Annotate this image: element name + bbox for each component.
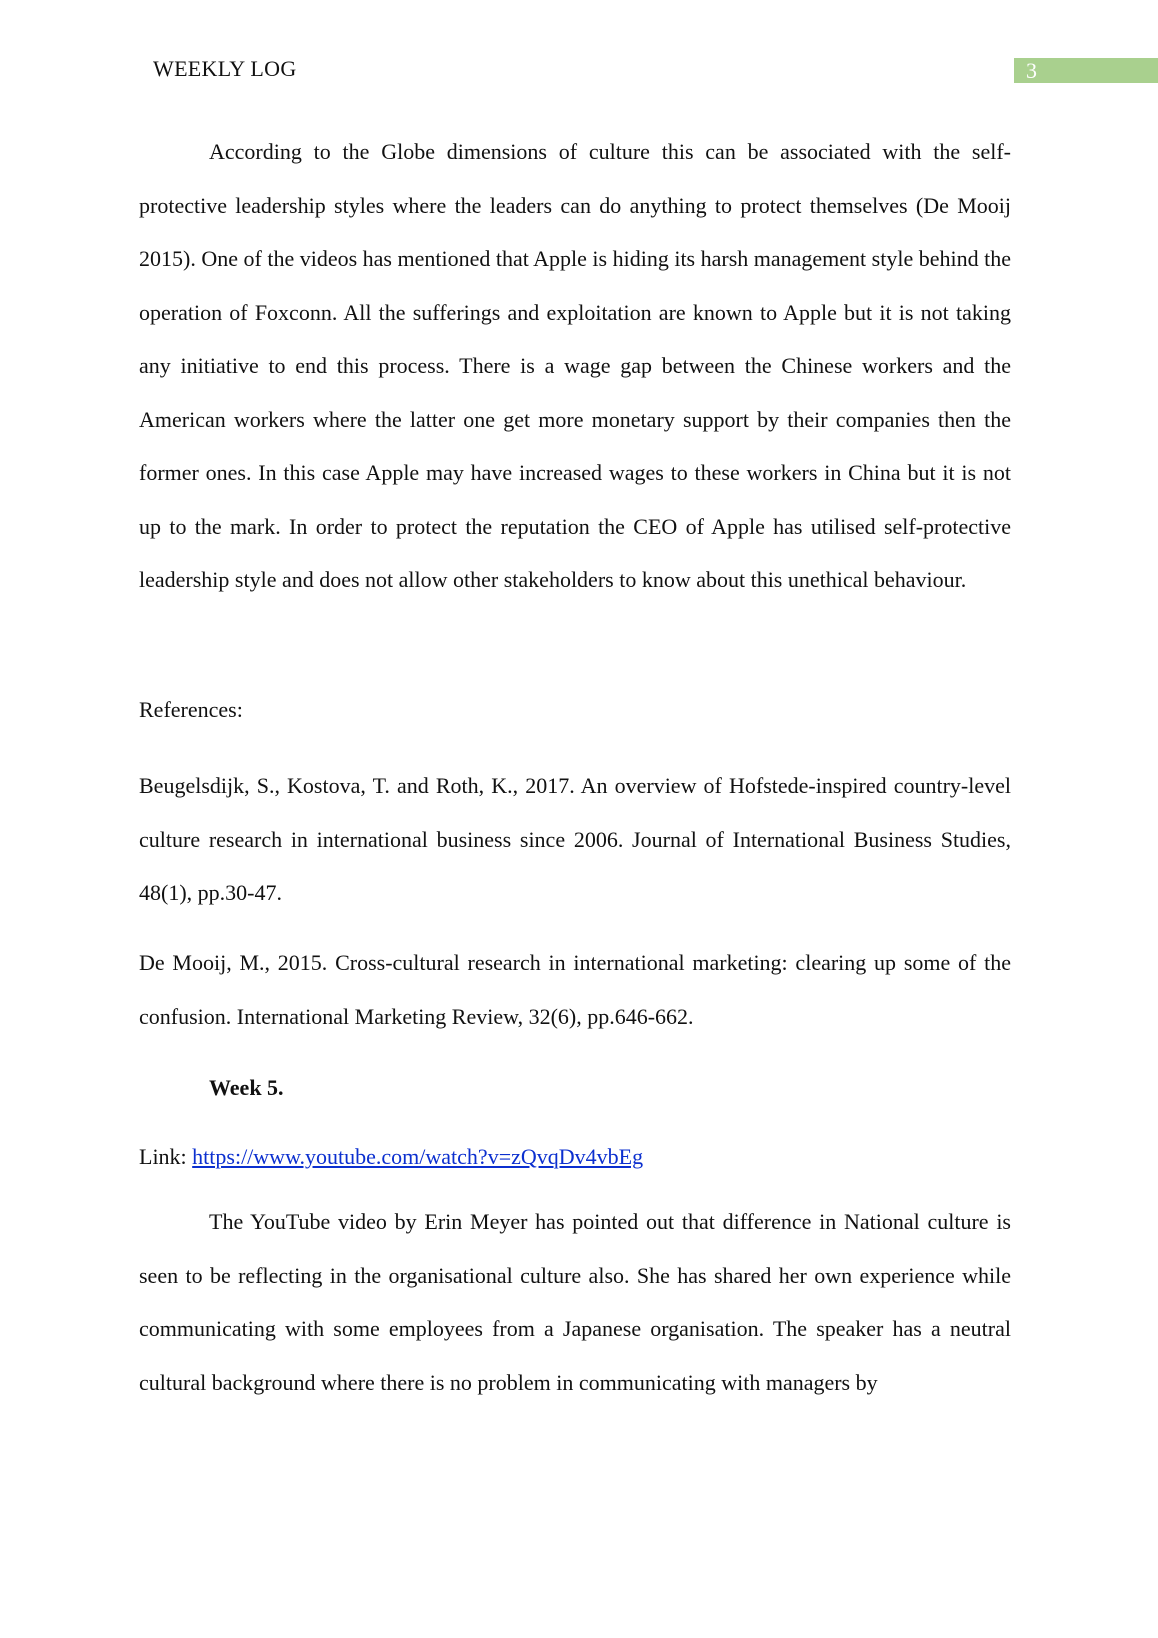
- references-heading: References:: [139, 697, 243, 722]
- link-label: Link:: [139, 1144, 193, 1169]
- week-heading: Week 5.: [209, 1075, 284, 1100]
- header-title: WEEKLY LOG: [153, 56, 297, 81]
- youtube-link[interactable]: https://www.youtube.com/watch?v=zQvqDv4vbEg: [192, 1144, 644, 1169]
- link-line: [139, 1141, 1011, 1173]
- body-paragraph-1: According to the Globe dimensions of culture this can be associated with the self-protective leadership styles where the leaders can do anything to protect themselves (De Mooij 2015). One of the videos has mentioned that Apple is hiding its harsh management style behind the operation of Foxconn. All the sufferings and exploitation are known to Apple but it is not taking any initiative to end this process. There is a wage gap between the Chinese workers and the American workers where the latter one get more monetary support by their companies then the former ones. In this case Apple may have increased wages to these workers in China but it is not up to the mark. In order to protect the reputation the CEO of Apple has utilised self-protective leadership style and does not allow other stakeholders to know about this unethical behaviour.: [139, 139, 1011, 592]
- page-number: 3: [1026, 58, 1037, 83]
- reference-item: De Mooij, M., 2015. Cross-cultural research in international marketing: clearing up some of the confusion. International Marketing Review, 32(6), pp.646-662.: [139, 950, 1011, 1029]
- reference-item: Beugelsdijk, S., Kostova, T. and Roth, K., 2017. An overview of Hofstede-inspired country-level culture research in international business since 2006. Journal of International Business Studies, 48(1), pp.30-47.: [139, 773, 1011, 905]
- page-number-box: [1014, 58, 1158, 83]
- body-paragraph-2: The YouTube video by Erin Meyer has pointed out that difference in National culture is seen to be reflecting in the organisational culture also. She has shared her own experience while communicating with some employees from a Japanese organisation. The speaker has a neutral cultural background where there is no problem in communicating with managers by: [139, 1209, 1011, 1395]
